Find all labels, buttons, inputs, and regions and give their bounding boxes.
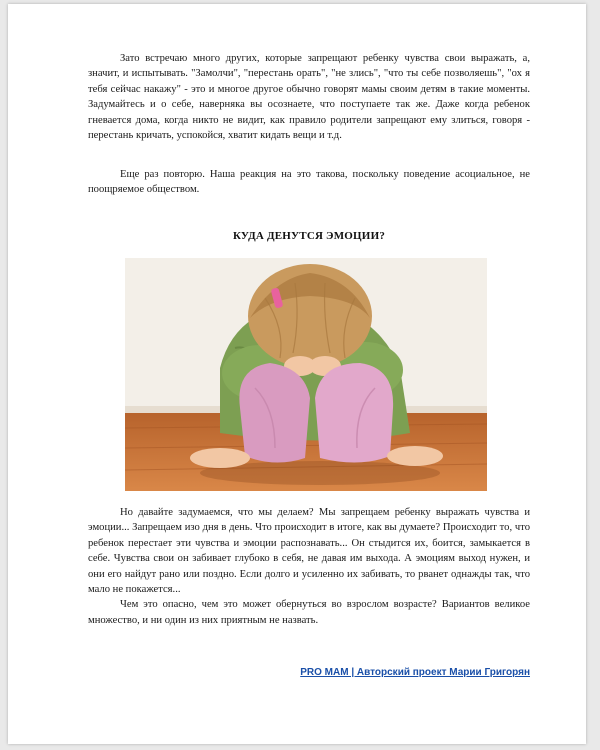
body-paragraph-3 [88,505,530,628]
child-photo [125,258,487,491]
body-paragraph-2 [88,167,530,198]
pants-right [315,363,393,463]
sad-child-illustration [125,258,487,491]
left-foot [190,448,250,468]
paragraph-text: Еще раз повторю. Наша реакция на это такова, поскольку поведение асоциальное, не поощряемое обществом. [88,169,530,196]
section-heading: КУДА ДЕНУТСЯ ЭМОЦИИ? [232,230,386,242]
author-project-link[interactable]: PRO МАМ | Авторский проект Марии Григорян [300,667,530,678]
body-paragraph-1 [88,51,530,143]
document-page [8,4,586,744]
paragraph-text: Но давайте задумаемся, что мы делаем? Мы запрещаем ребенку выражать чувства и эмоции... Запрещаем изо дня в день. Что происходит в итоге, как вы думаете? Происходит то, что ребенок перестает эти чувства и эмоции распознавать... Он стыдится их, боится, замыкается в себе. Чувства свои он забивает глубоко в себя, не давая им выхода. А эмоциям выход нужен, и они его найдут рано или поздно. Если долго и усиленно их забивать, то рванет однажды так, что мало не покажется... [88,507,530,596]
right-foot [387,446,443,466]
paragraph-text: Зато встречаю много других, которые запрещают ребенку чувства свои выражать, а, значит, и испытывать. "Замолчи", "перестань орать", "не злись", "что ты себе позволяешь", "ох я тебя сейчас накажу" - это и многое другое обычно говорят мамы своим детям в такие моменты. Задумайтесь и о себе, наверняка вы осознаете, что поступаете так же. Даже когда ребенок гневается дома, когда никто не видит, как правило родители запрещают ему злиться, говоря - перестань кричать, успокойся, хватит кидать вещи и т.д. [88,53,530,142]
paragraph-text: Чем это опасно, чем это может обернуться во взрослом возрасте? Вариантов великое множество, и ни один из них приятным не назвать. [88,599,530,626]
